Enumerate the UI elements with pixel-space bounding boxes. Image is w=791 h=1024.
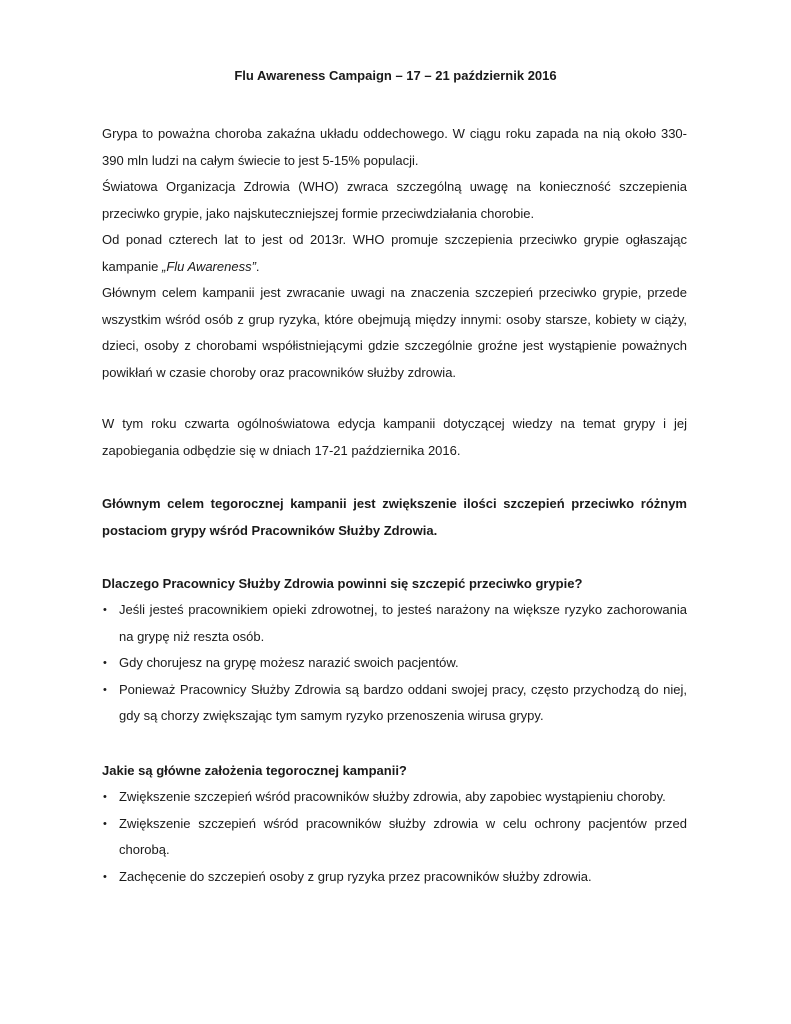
section-heading-goals: Jakie są główne założenia tegorocznej kampanii? <box>102 763 407 778</box>
list-item <box>102 784 687 811</box>
section-heading-why: Dlaczego Pracownicy Służby Zdrowia powinni się szczepić przeciwko grypie? <box>102 576 583 591</box>
list-item-text: Gdy chorujesz na grypę możesz narazić swoich pacjentów. <box>119 655 459 670</box>
intro-paragraph-3-text: Od ponad czterech lat to jest od 2013r. WHO promuje szczepienia przeciwko grypie ogłaszając kampanie <box>102 232 687 274</box>
goal-paragraph: Głównym celem tegorocznej kampanii jest zwiększenie ilości szczepień przeciwko różnym postaciom grypy wśród Pracowników Służby Zdrowia. <box>102 496 687 538</box>
list-item <box>102 864 687 891</box>
list-item-text: Zwiększenie szczepień wśród pracowników służby zdrowia w celu ochrony pacjentów przed chorobą. <box>119 815 687 857</box>
bullet-icon: • <box>103 791 107 803</box>
list-item <box>102 650 687 677</box>
intro-paragraph-1: Grypa to poważna choroba zakaźna układu oddechowego. W ciągu roku zapada na nią około 330-390 mln ludzi na całym świecie to jest 5-15% populacji. <box>102 126 687 168</box>
list-item-text: Ponieważ Pracownicy Służby Zdrowia są bardzo oddani swojej pracy, często przychodzą do niej, gdy są chorzy zwiększając tym samym ryzyko przenoszenia wirusa grypy. <box>119 681 687 723</box>
bullet-icon: • <box>103 604 107 616</box>
list-item-text: Jeśli jesteś pracownikiem opieki zdrowotnej, to jesteś narażony na większe ryzyko zachorowania na grypę niż reszta osób. <box>119 602 687 644</box>
intro-paragraph-2: Światowa Organizacja Zdrowia (WHO) zwraca szczególną uwagę na konieczność szczepienia przeciwko grypie, jako najskuteczniejszej formie przeciwdziałania chorobie. <box>102 179 687 221</box>
intro-paragraph-3-end: . <box>255 258 260 274</box>
intro-paragraph-3 <box>102 227 687 280</box>
bullet-icon: • <box>103 683 107 696</box>
list-item <box>102 597 687 650</box>
list-item-text: Zachęcenie do szczepień osoby z grup ryzyka przez pracowników służby zdrowia. <box>119 868 592 884</box>
bullet-icon: • <box>103 657 107 669</box>
intro-block <box>102 121 687 386</box>
bullet-icon: • <box>103 817 107 830</box>
list-item-text: Zwiększenie szczepień wśród pracowników służby zdrowia, aby zapobiec wystąpieniu choroby. <box>119 789 666 804</box>
list-item <box>102 811 687 864</box>
campaign-name: „Flu Awareness” <box>161 258 256 274</box>
list-item <box>102 677 687 730</box>
edition-paragraph: W tym roku czwarta ogólnoświatowa edycja kampanii dotyczącej wiedzy na temat grypy i jej zapobiegania odbędzie się w dniach 17-21 października 2016. <box>102 416 687 458</box>
intro-paragraph-4: Głównym celem kampanii jest zwracanie uwagi na znaczenia szczepień przeciwko grypie, przede wszystkim wśród osób z grup ryzyka, które obejmują między innymi: osoby starsze, kobiety w ciąży, dzieci, osoby z chorobami współistniejącymi gdzie szczególnie groźne jest wystąpienie poważnych powikłań w czasie choroby oraz pracowników służby zdrowia. <box>102 285 687 380</box>
goals-list <box>102 784 687 890</box>
why-list <box>102 597 687 730</box>
bullet-icon: • <box>103 870 107 883</box>
document-title: Flu Awareness Campaign – 17 – 21 październik 2016 <box>234 68 557 83</box>
